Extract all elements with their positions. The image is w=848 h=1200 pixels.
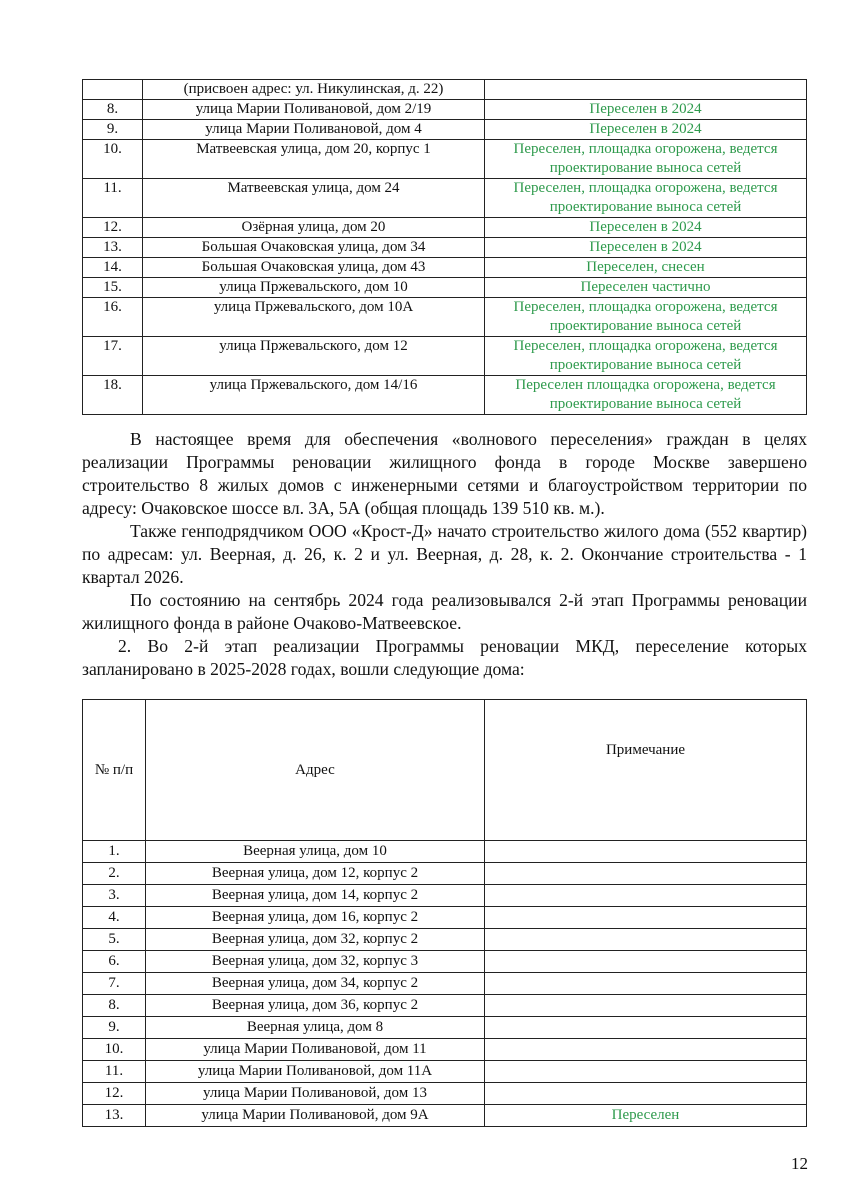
row-number: 10.: [83, 1039, 146, 1061]
table-row: [83, 951, 807, 973]
row-address: Веерная улица, дом 8: [146, 1017, 485, 1039]
row-address: улица Пржевальского, дом 12: [143, 337, 485, 376]
row-address: Озёрная улица, дом 20: [143, 218, 485, 238]
row-note: Переселен, площадка огорожена, ведется проектирование выноса сетей: [485, 140, 807, 179]
row-address: улица Пржевальского, дом 10: [143, 278, 485, 298]
row-number: 15.: [83, 278, 143, 298]
row-address: улица Марии Поливановой, дом 13: [146, 1083, 485, 1105]
header-number: № п/п: [83, 700, 146, 841]
row-number: 11.: [83, 179, 143, 218]
paragraph-wave-resettlement: В настоящее время для обеспечения «волнового переселения» граждан в целях реализации Программы реновации жилищного фонда в городе Москве завершено строительство 8 жилых домов с инженерными сетями и благоустройством территории по адресу: Очаковское шоссе вл. 3А, 5А (общая площадь 139 510 кв. м.).: [82, 429, 807, 518]
row-number: 4.: [83, 907, 146, 929]
table-row: [83, 863, 807, 885]
table-row: [83, 80, 807, 100]
row-note: Переселен в 2024: [485, 238, 807, 258]
row-note: [485, 951, 807, 973]
row-note: [485, 907, 807, 929]
row-address: улица Пржевальского, дом 10А: [143, 298, 485, 337]
table-row: [83, 995, 807, 1017]
row-note: Переселен, площадка огорожена, ведется проектирование выноса сетей: [485, 298, 807, 337]
header-note: Примечание: [485, 700, 807, 841]
row-note: Переселен площадка огорожена, ведется проектирование выноса сетей: [485, 376, 807, 415]
row-note: [485, 1039, 807, 1061]
row-number: 17.: [83, 337, 143, 376]
row-address: Большая Очаковская улица, дом 34: [143, 238, 485, 258]
row-address: улица Марии Поливановой, дом 2/19: [143, 100, 485, 120]
row-address: Веерная улица, дом 10: [146, 841, 485, 863]
row-note: Переселен: [485, 1105, 807, 1127]
table-row: [83, 1083, 807, 1105]
row-address: Веерная улица, дом 12, корпус 2: [146, 863, 485, 885]
row-note: [485, 1083, 807, 1105]
row-number: 3.: [83, 885, 146, 907]
table-row: [83, 337, 807, 376]
paragraph-stage-two-houses: 2. Во 2-й этап реализации Программы реновации МКД, переселение которых запланировано в 2025-2028 годах, вошли следующие дома:: [82, 636, 807, 679]
row-number: 8.: [83, 100, 143, 120]
row-note: [485, 1061, 807, 1083]
row-address: Матвеевская улица, дом 24: [143, 179, 485, 218]
row-number: 13.: [83, 238, 143, 258]
table-row: [83, 258, 807, 278]
stage-two-houses-table-body: [83, 700, 807, 1127]
table-row: [83, 376, 807, 415]
row-number: 12.: [83, 1083, 146, 1105]
table-row: [83, 929, 807, 951]
row-number: 9.: [83, 1017, 146, 1039]
row-address: Веерная улица, дом 16, корпус 2: [146, 907, 485, 929]
table-row: [83, 1017, 807, 1039]
row-number: 12.: [83, 218, 143, 238]
row-address: улица Марии Поливановой, дом 11: [146, 1039, 485, 1061]
row-number: 14.: [83, 258, 143, 278]
table-row: [83, 238, 807, 258]
stage-two-houses-table: [82, 699, 807, 1127]
table-row: [83, 841, 807, 863]
row-note: [485, 1017, 807, 1039]
page-number: 12: [791, 1154, 808, 1173]
resettled-houses-table-body: [83, 80, 807, 415]
row-note: Переселен в 2024: [485, 120, 807, 140]
row-address: (присвоен адрес: ул. Никулинская, д. 22): [143, 80, 485, 100]
row-number: 6.: [83, 951, 146, 973]
row-address: улица Пржевальского, дом 14/16: [143, 376, 485, 415]
header-address: Адрес: [146, 700, 485, 841]
row-note: [485, 885, 807, 907]
row-note: [485, 863, 807, 885]
paragraph-contractor-construction: Также генподрядчиком ООО «Крост-Д» начато строительство жилого дома (552 квартир) по адресам: ул. Веерная, д. 26, к. 2 и ул. Веерная, д. 28, к. 2. Окончание строительства - 1 квартал 2026.: [82, 521, 807, 587]
table-row: [83, 1061, 807, 1083]
row-number: [83, 80, 143, 100]
row-note: Переселен, площадка огорожена, ведется проектирование выноса сетей: [485, 179, 807, 218]
row-address: улица Марии Поливановой, дом 4: [143, 120, 485, 140]
table-row: [83, 907, 807, 929]
row-number: 13.: [83, 1105, 146, 1127]
table-row: [83, 973, 807, 995]
row-number: 5.: [83, 929, 146, 951]
table-row: [83, 120, 807, 140]
table-row: [83, 885, 807, 907]
table-row: [83, 1105, 807, 1127]
row-note: [485, 973, 807, 995]
row-address: Веерная улица, дом 34, корпус 2: [146, 973, 485, 995]
table-row: [83, 298, 807, 337]
paragraph-stage-two-status: По состоянию на сентябрь 2024 года реализовывался 2-й этап Программы реновации жилищного фонда в районе Очаково-Матвеевское.: [82, 590, 807, 633]
table-row: [83, 179, 807, 218]
table-row: [83, 100, 807, 120]
row-number: 1.: [83, 841, 146, 863]
row-number: 2.: [83, 863, 146, 885]
row-number: 10.: [83, 140, 143, 179]
row-address: Веерная улица, дом 14, корпус 2: [146, 885, 485, 907]
row-number: 7.: [83, 973, 146, 995]
row-address: Веерная улица, дом 32, корпус 2: [146, 929, 485, 951]
row-note: Переселен частично: [485, 278, 807, 298]
row-note: Переселен в 2024: [485, 218, 807, 238]
row-note: [485, 929, 807, 951]
row-note: [485, 995, 807, 1017]
table-row: [83, 1039, 807, 1061]
table-row: [83, 140, 807, 179]
row-number: 18.: [83, 376, 143, 415]
row-number: 9.: [83, 120, 143, 140]
row-number: 8.: [83, 995, 146, 1017]
table-row: [83, 218, 807, 238]
row-note: [485, 80, 807, 100]
table-header-row: [83, 700, 807, 841]
row-address: Веерная улица, дом 36, корпус 2: [146, 995, 485, 1017]
row-note: Переселен в 2024: [485, 100, 807, 120]
row-number: 16.: [83, 298, 143, 337]
row-note: [485, 841, 807, 863]
row-address: Матвеевская улица, дом 20, корпус 1: [143, 140, 485, 179]
row-address: Веерная улица, дом 32, корпус 3: [146, 951, 485, 973]
row-address: Большая Очаковская улица, дом 43: [143, 258, 485, 278]
resettled-houses-table: [82, 79, 807, 415]
row-address: улица Марии Поливановой, дом 11А: [146, 1061, 485, 1083]
table-row: [83, 278, 807, 298]
row-note: Переселен, снесен: [485, 258, 807, 278]
row-address: улица Марии Поливановой, дом 9А: [146, 1105, 485, 1127]
row-number: 11.: [83, 1061, 146, 1083]
row-note: Переселен, площадка огорожена, ведется проектирование выноса сетей: [485, 337, 807, 376]
